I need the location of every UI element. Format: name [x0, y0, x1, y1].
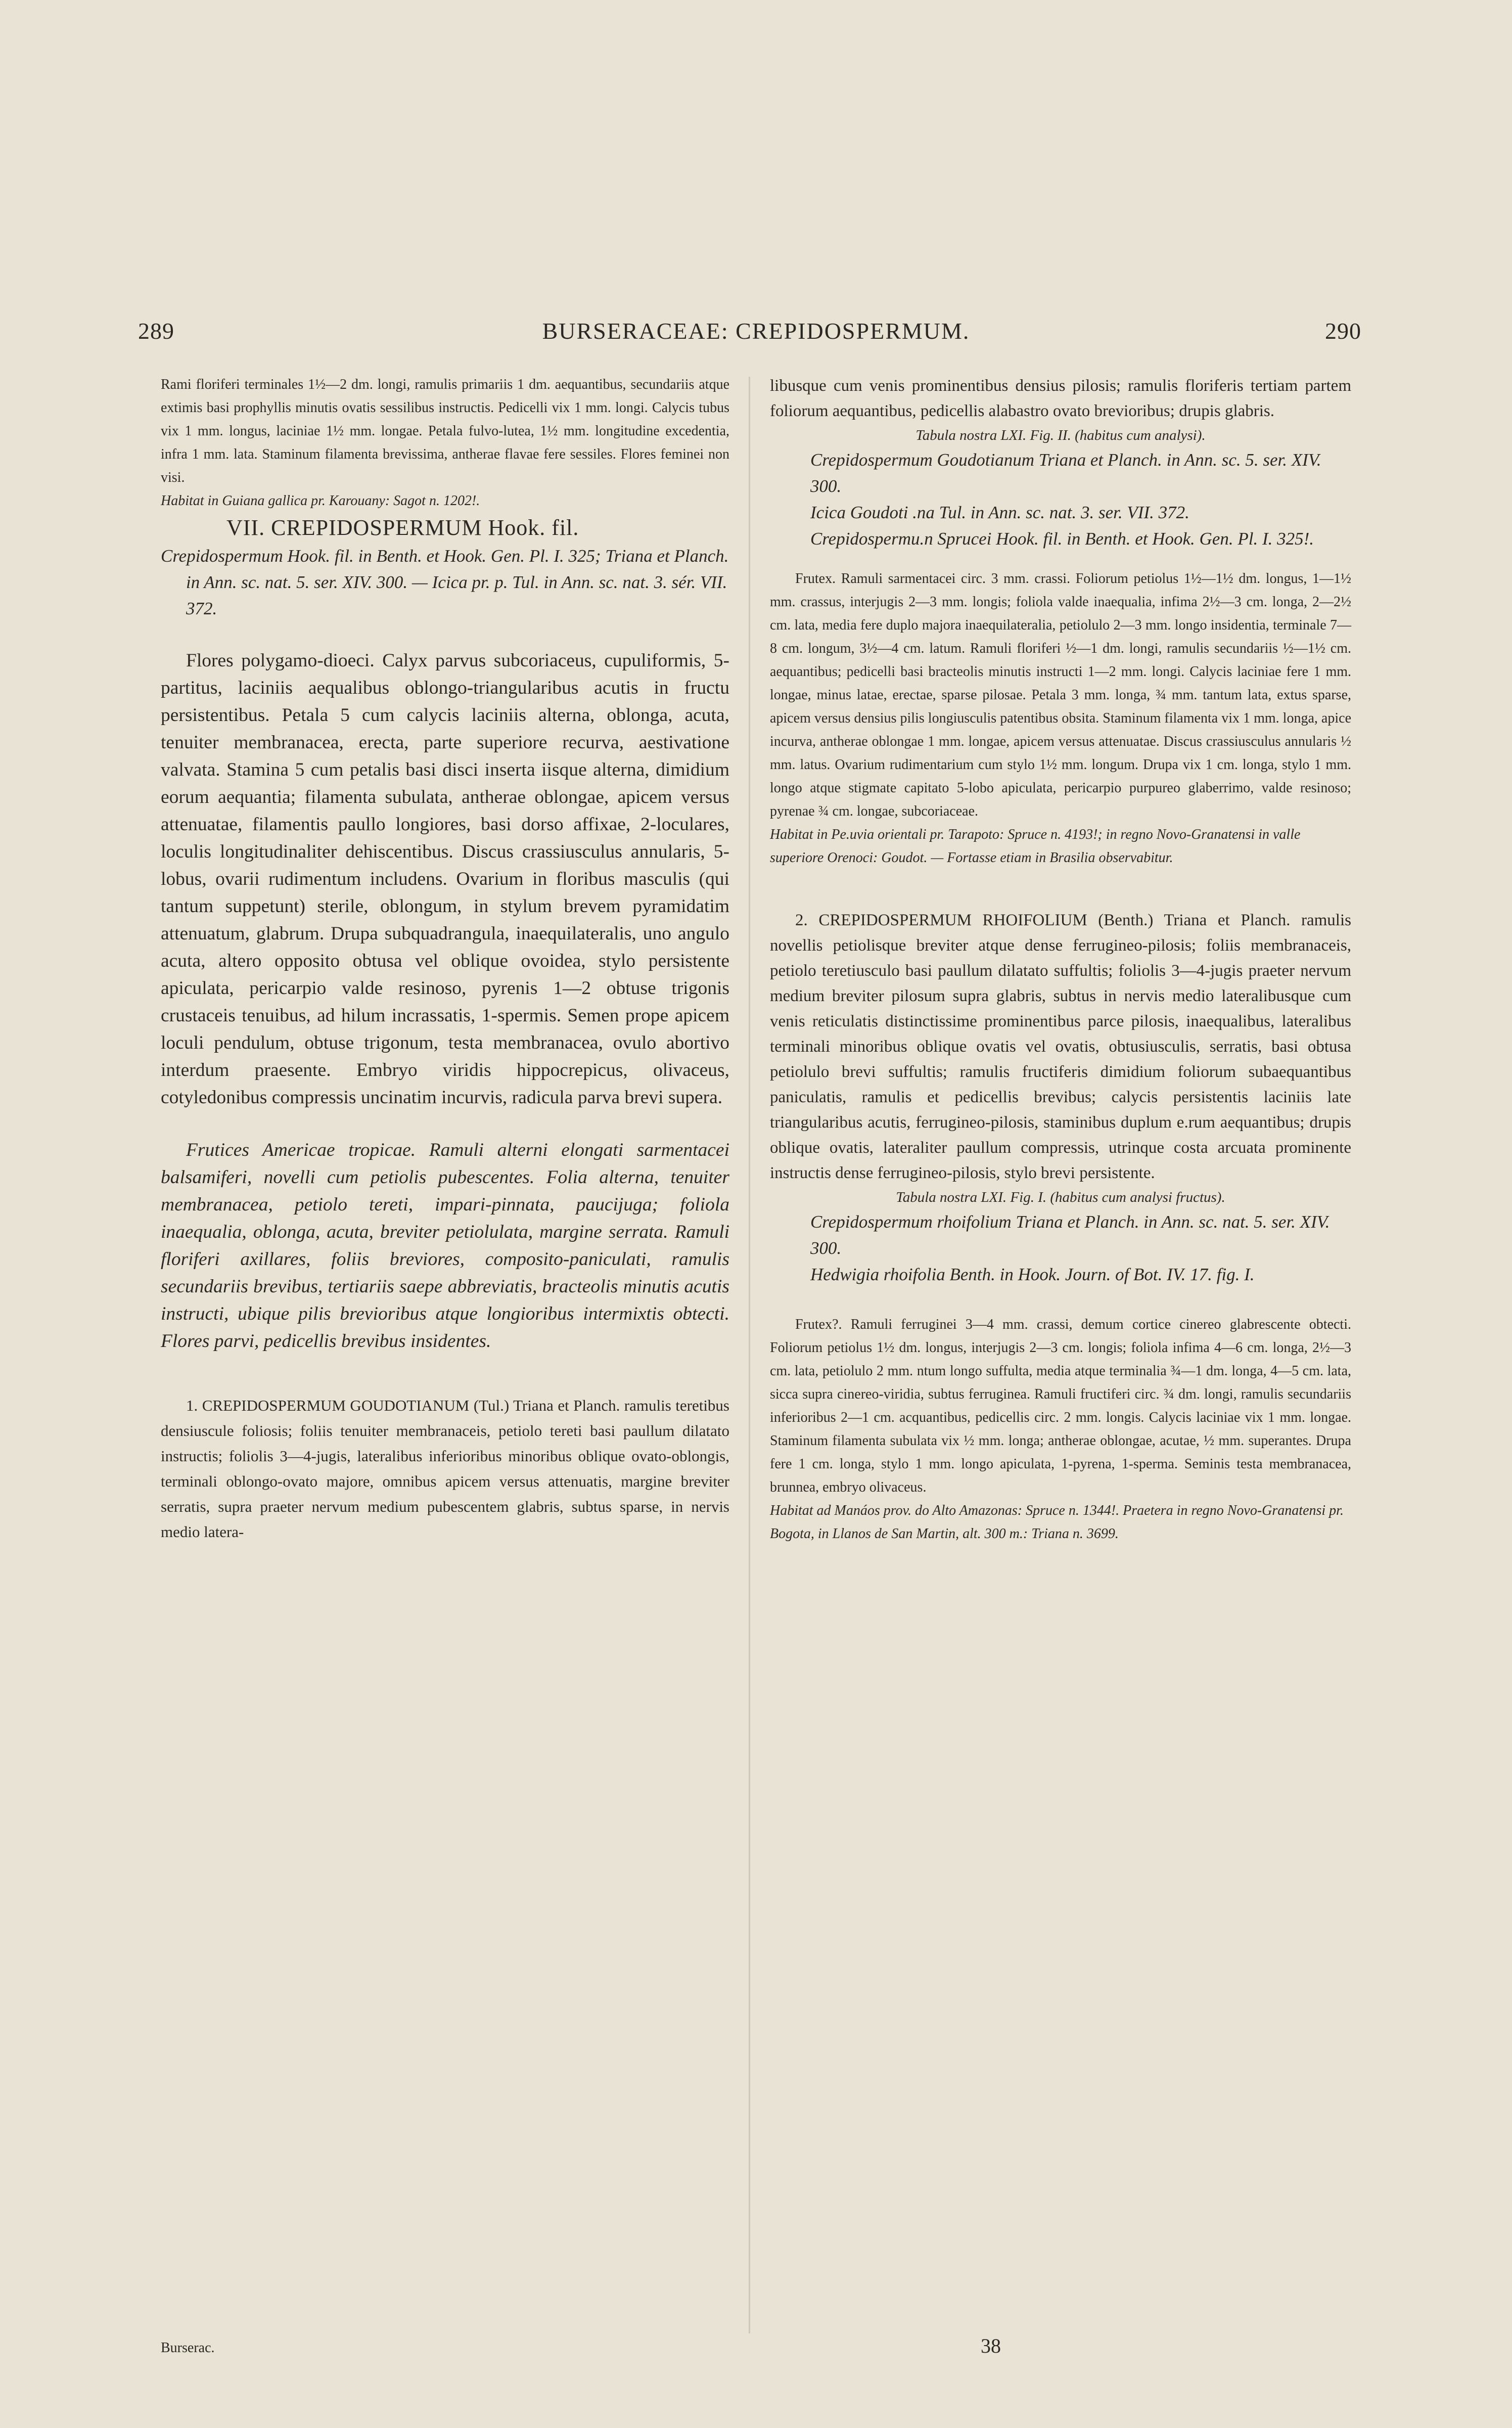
habitat-note: Habitat in Guiana gallica pr. Karouany: Sagot n. 1202!.: [161, 493, 480, 509]
genus-citation: Crepidospermum Hook. fil. in Benth. et Hook. Gen. Pl. I. 325; Triana et Planch. in Ann. sc. nat. 5. ser. XIV. 300. — Icica pr. p. Tul. in Ann. sc. nat. 3. sér. VII. 372.: [161, 546, 729, 618]
right-column: [770, 373, 1351, 1546]
species-one-description: 1. CREPIDOSPERMUM GOUDOTIANUM (Tul.) Triana et Planch. ramulis teretibus densiuscule foliosis; foliis tenuiter membranaceis, petiolo tereti basi paullum dilatato instructis; foliolis 3—4-jugis, lateralibus inferioribus minoribus oblique ovato-oblongis, terminali oblongo-ovato majore, omnibus apicem versus attenuatis, margine breviter serratis, supra praeter nervum medium pubescentem glabris, subtus sparse, in nervis medio latera-: [161, 1397, 729, 1541]
column-divider: [749, 377, 750, 2333]
habitat-note: Habitat ad Manáos prov. do Alto Amazonas: Spruce n. 1344!. Praetera in regno Novo-Granatensi pr. Bogota, in Llanos de San Martin, alt. 300 m.: Triana n. 3699.: [770, 1503, 1344, 1542]
frutices-paragraph: Frutices Americae tropicae. Ramuli alterni elongati sarmentacei balsamiferi, novelli cum petiolis pubescentes. Folia alterna, tenuiter membranacea, petiolo tereti, impari-pinnata, paucijuga; foliola inaequalia, oblonga, acuta, breviter petiolulata, margine serrata. Ramuli floriferi axillares, foliis breviores, composito-paniculati, ramulis secundariis brevibus, tertiariis saepe abbreviatis, bracteolis minutis acutis instructi, ubique pilis brevioribus atque longioribus intermixtis obtecti. Flores parvi, pedicellis brevibus insidentes.: [161, 1140, 729, 1352]
sheet-number: 38: [981, 2334, 1001, 2357]
species-two-details: Frutex?. Ramuli ferruginei 3—4 mm. crassi, demum cortice cinereo glabrescente obtecti. Foliorum petiolus 1½ dm. longus, interjugis 2—3 cm. longis; foliola infima 4—6 cm. longa, 2½—3 cm. lata, petiolulo 2 mm. ntum longo suffulta, media atque terminalia ¾—1 dm. longa, 4—5 cm. lata, sicca supra cinereo-viridia, subtus ferruginea. Ramuli fructiferi circ. ¾ dm. longi, ramulis secundariis inferioribus 2—1 cm. acquantibus, pedicellis circ. 2 mm. longis. Calycis laciniae vix 1 mm. longae. Staminum filamenta subulata vix ½ mm. longa; antherae oblongae, acutae, ½ mm. superantes. Drupa fere 1 cm. longa, stylo 1 mm. longo apiculata, 1-pyrena, 1-sperma. Seminis testa membranacea, brunnea, embryo olivaceus.: [770, 1317, 1351, 1495]
synonym-citation: Crepidospermum Goudotianum Triana et Planch. in Ann. sc. 5. ser. XIV. 300.: [810, 450, 1321, 496]
floral-description: Rami floriferi terminales 1½—2 dm. longi, ramulis primariis 1 dm. aequantibus, secundariis atque extimis basi prophyllis minutis ovatis sessilibus instructis. Pedicelli vix 1 mm. longi. Calycis tubus vix 1 mm. longus, laciniae 1½ mm. longae. Petala fulvo-lutea, 1½ mm. longitudine excedentia, infra 1 mm. lata. Staminum filamenta brevissima, antherae flavae fere sessiles. Flores feminei non visi.: [161, 377, 729, 485]
genus-heading: VII. CREPIDOSPERMUM Hook. fil.: [226, 515, 579, 540]
figure-reference-one: Tabula nostra LXI. Fig. I. (habitus cum analysi fructus).: [896, 1189, 1225, 1205]
footer-signature: Burserac.: [161, 2340, 215, 2356]
figure-reference-two: Tabula nostra LXI. Fig. II. (habitus cum analysi).: [915, 427, 1206, 443]
species-two-description: 2. CREPIDOSPERMUM RHOIFOLIUM (Benth.) Triana et Planch. ramulis novellis petiolisque breviter atque dense ferrugineo-pilosis; foliis membranaceis, petiolo teretiusculo basi paullum dilatato suffultis; foliolis 3—4-jugis praeter nervum medium breviter pilosum supra glabris, subtus in nervis medio lateralibusque cum venis reticulatis distinctissime prominentibus parce pilosis, inaequalibus, lateralibus terminali minoribus oblique ovatis vel ovatis, obtusiusculis, serratis, basi obtusa petiolulo brevi suffultis; ramulis fructiferis dimidium foliorum subaequantibus paniculatis, ramulis et pedicellis brevibus; calycis persistentis laciniis late triangularibus acutis, ferrugineo-pilosis, staminibus duplum e.rum aequantibus; drupis oblique ovatis, lateraliter paullum compressis, utrinque costa arcuata prominente instructis dense ferrugineo-pilosis, stylo brevi persistente.: [770, 911, 1351, 1182]
synonym-citation: Icica Goudoti .na Tul. in Ann. sc. nat. 3. ser. VII. 372.: [810, 503, 1189, 522]
right-page-number: 290: [1325, 318, 1361, 344]
synonym-citation: Crepidospermu.n Sprucei Hook. fil. in Benth. et Hook. Gen. Pl. I. 325!.: [810, 529, 1314, 549]
genus-description: Flores polygamo-dioeci. Calyx parvus subcoriaceus, cupuliformis, 5-partitus, laciniis aequalibus oblongo-triangularibus acutis in fructu persistentibus. Petala 5 cum calycis laciniis alterna, oblonga, acuta, tenuiter membranacea, erecta, parte superiore recurva, aestivatione valvata. Stamina 5 cum petalis basi disci inserta iisque alterna, dimidium eorum aequantia; filamenta subulata, antherae oblongae, apicem versus attenuatae, filamentis paullo longiores, basi dorso affixae, 2-loculares, loculis longitudinaliter dehiscentibus. Discus crassiusculus annularis, 5-lobus, ovarii rudimentum includens. Ovarium in floribus masculis (qui tantum suppetunt) sterile, oblongum, in stylum brevem pyramidatim attenuatum, glabrum. Drupa subquadrangula, inaequilateralis, uno angulo acuta, altero opposito obtusa vel oblique ovoidea, stylo persistente apiculata, pericarpio valde resinoso, pyrenis 1—2 obtuse trigonis crustaceis tenuibus, ad hilum incrassatis, 1-spermis. Semen prope apicem loculi pendulum, obtuse trigonum, testa membranacea, ovulo abortivo interdum praesente. Embryo viridis hippocrepicus, olivaceus, cotyledonibus compressis uncinatim incurvis, radicula parva brevi supera.: [161, 650, 729, 1108]
species-one-details: Frutex. Ramuli sarmentacei circ. 3 mm. crassi. Foliorum petiolus 1½—1½ dm. longus, 1—1½ mm. crassus, interjugis 2—3 mm. longis; foliola valde inaequalia, infima 2½—3 cm. longa, 2—2½ cm. lata, media fere duplo majora inaequilateralia, petiolulo 2—3 mm. longo insidentia, terminale 7—8 cm. longum, 3½—4 cm. latum. Ramuli floriferi ½—1 dm. longi, ramulis secundariis ½—1½ cm. aequantibus; pedicelli basi bracteolis minutis instructi 1—2 mm. longi. Calycis laciniae fere 1 mm. longae, minus latae, erectae, sparse pilosae. Petala 3 mm. longa, ¾ mm. tantum lata, extus sparse, apicem versus densius pilis longiusculis patentibus obsita. Staminum filamenta vix 1 mm. longa, apice incurva, antherae oblongae 1 mm. longae, apicem versus attenuatae. Discus crassiusculus annularis ½ mm. latus. Ovarium rudimentarium cum stylo 1½ mm. longum. Drupa vix 1 cm. longa, stylo 1 mm. longo atque stigmate capitato 5-lobo apiculata, pericarpio purpureo glaberrimo, valde resinoso; pyrenae ¾ cm. longae, subcoriaceae.: [770, 571, 1351, 819]
running-title: BURSERACEAE: CREPIDOSPERMUM.: [542, 318, 970, 344]
left-page-number: 289: [138, 318, 174, 344]
continued-description: libusque cum venis prominentibus densius pilosis; ramulis floriferis tertiam partem foliorum aequantibus, pedicellis alabastro ovato brevioribus; drupis glabris.: [770, 377, 1351, 420]
left-column: [161, 373, 729, 1545]
synonym-citation: Crepidospermum rhoifolium Triana et Planch. in Ann. sc. nat. 5. ser. XIV. 300.: [810, 1212, 1330, 1258]
synonym-citation: Hedwigia rhoifolia Benth. in Hook. Journ. of Bot. IV. 17. fig. I.: [810, 1265, 1255, 1284]
habitat-note: Habitat in Pe.uvia orientali pr. Tarapoto: Spruce n. 4193!; in regno Novo-Granatensi in valle superiore Orenoci: Goudot. — Fortasse etiam in Brasilia observabitur.: [770, 827, 1301, 866]
